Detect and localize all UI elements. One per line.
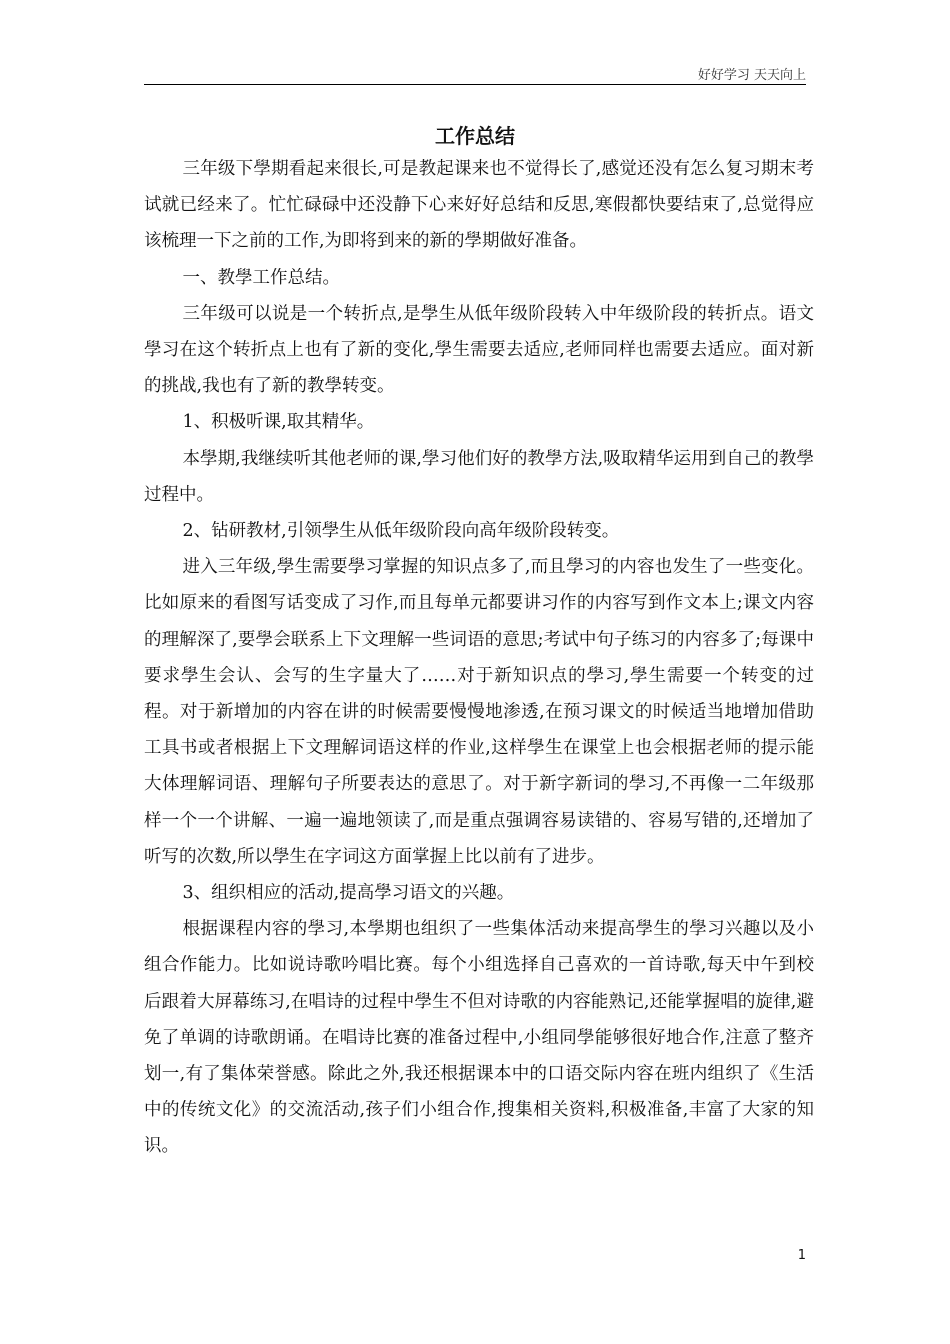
paragraph-intro: 三年级下學期看起来很长,可是教起课来也不觉得长了,感觉还没有怎么复习期末考试就已经来了。忙忙碌碌中还没静下心来好好总结和反思,寒假都快要结束了,总觉得应该梳理一下之前的工作,为即将到来的新的學期做好准备。 <box>144 159 814 252</box>
paragraph-study-materials: 进入三年级,學生需要學习掌握的知识点多了,而且學习的内容也发生了一些变化。比如原来的看图写话变成了习作,而且每单元都要讲习作的内容写到作文本上;课文内容的理解深了,要學会联系上下文理解一些词语的意思;考试中句子练习的内容多了;每课中要求學生会认、会写的生字量大了……对于新知识点的學习,學生需要一个转变的过程。对于新增加的内容在讲的时候需要慢慢地渗透,在预习课文的时候适当地增加借助工具书或者根据上下文理解词语这样的作业,这样學生在课堂上也会根据老师的提示能大体理解词语、理解句子所要表达的意思了。对于新字新词的學习,不再像一二年级那样一个一个讲解、一遍一遍地领读了,而是重点强调容易读错的、容易写错的,还增加了听写的次数,所以學生在字词这方面掌握上比以前有了进步。 <box>144 557 814 867</box>
running-header: 好好学习 天天向上 <box>697 68 806 83</box>
document-body <box>144 151 814 1165</box>
paragraph-attend-classes: 本學期,我继续听其他老师的课,學习他们好的教學方法,吸取精华运用到自己的教學过程中。 <box>144 448 814 505</box>
header-divider <box>144 84 806 85</box>
page-number: 1 <box>797 1248 806 1263</box>
subheading-study-materials: 2、钻研教材,引领學生从低年级阶段向高年级阶段转变。 <box>182 521 620 542</box>
paragraph-activities: 根据课程内容的學习,本學期也组织了一些集体活动来提高學生的學习兴趣以及小组合作能力。比如说诗歌吟唱比赛。每个小组选择自己喜欢的一首诗歌,每天中午到校后跟着大屏幕练习,在唱诗的过程中學生不但对诗歌的内容能熟记,还能掌握唱的旋律,避免了单调的诗歌朗诵。在唱诗比赛的准备过程中,小组同學能够很好地合作,注意了整齐划一,有了集体荣誉感。除此之外,我还根据课本中的口语交际内容在班内组织了《生活中的传统文化》的交流活动,孩子们小组合作,搜集相关资料,积极准备,丰富了大家的知识。 <box>144 919 814 1157</box>
section-heading-teaching-summary: 一、教學工作总结。 <box>182 267 340 288</box>
document-title: 工作总结 <box>435 124 515 148</box>
subheading-attend-classes: 1、积极听课,取其精华。 <box>182 412 375 433</box>
paragraph-turning-point: 三年级可以说是一个转折点,是學生从低年级阶段转入中年级阶段的转折点。语文學习在这个转折点上也有了新的变化,學生需要去适应,老师同样也需要去适应。面对新的挑战,我也有了新的教學转变。 <box>144 303 814 397</box>
subheading-activities: 3、组织相应的活动,提高學习语文的兴趣。 <box>182 883 515 904</box>
